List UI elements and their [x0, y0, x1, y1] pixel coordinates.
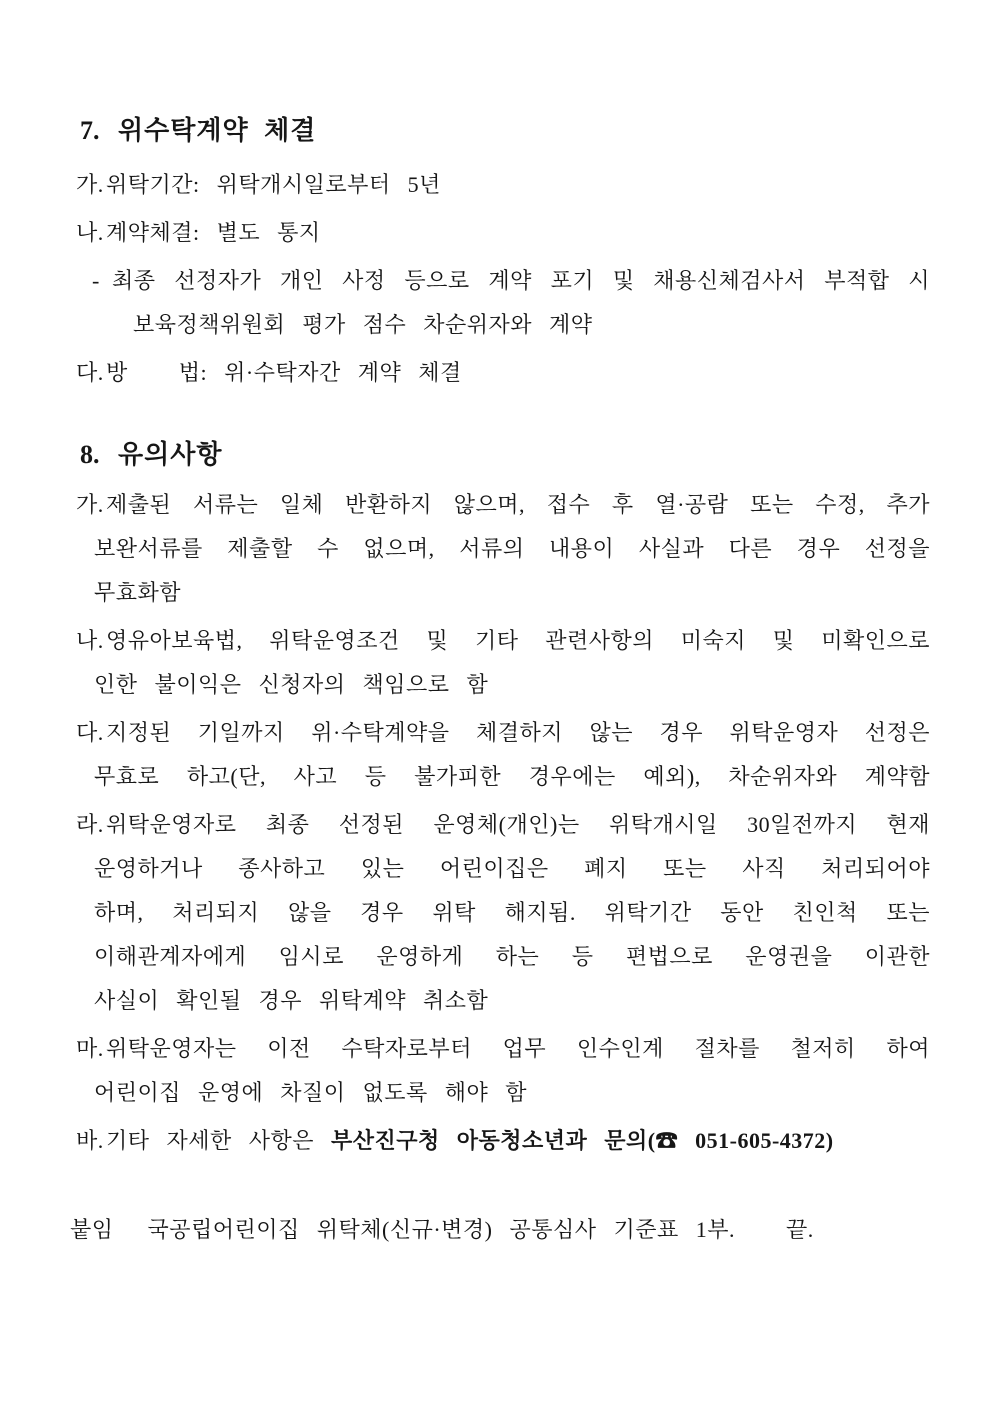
item-text: 위탁운영자는 이전 수탁자로부터 업무 인수인계 절차를 철저히 하여 — [106, 1036, 930, 1061]
item-label: 가. — [76, 492, 104, 517]
item-label: 나. — [76, 628, 104, 653]
item-line — [0, 847, 930, 891]
phone-icon: ☎ — [655, 1128, 679, 1153]
item-line — [0, 259, 930, 303]
list-item-8-ba — [0, 1119, 930, 1163]
item-line — [0, 1071, 930, 1115]
item-text: 기타 자세한 사항은 — [106, 1128, 332, 1153]
item-text: 사실이 확인될 경우 위탁계약 취소함 — [94, 988, 489, 1013]
section-7-number: 7. — [80, 116, 100, 145]
section-7-heading — [80, 113, 930, 149]
item-line — [0, 483, 930, 527]
item-label: 나. — [76, 220, 104, 245]
item-line — [0, 935, 930, 979]
list-item-7-dash — [0, 259, 930, 347]
list-item-7-na — [0, 211, 930, 255]
item-line — [0, 303, 930, 347]
item-text: 영유아보육법, 위탁운영조건 및 기타 관련사항의 미숙지 및 미확인으로 — [106, 628, 930, 653]
list-item-7-ga — [0, 163, 930, 207]
item-label: 다. — [76, 720, 104, 745]
list-item-8-ma — [0, 1027, 930, 1115]
item-text: 무효화함 — [94, 580, 182, 605]
item-line — [0, 755, 930, 799]
item-label: 마. — [76, 1036, 104, 1061]
item-text: 보완서류를 제출할 수 없으며, 서류의 내용이 사실과 다른 경우 선정을 — [94, 536, 930, 561]
section-8-heading — [80, 437, 930, 473]
list-item-8-ra — [0, 803, 930, 1023]
item-line — [0, 979, 930, 1023]
item-text: 운영하거나 종사하고 있는 어린이집은 폐지 또는 사직 처리되어야 — [94, 856, 930, 881]
item-text: 제출된 서류는 일체 반환하지 않으며, 접수 후 열·공람 또는 수정, 추가 — [106, 492, 930, 517]
item-text: 무효로 하고(단, 사고 등 불가피한 경우에는 예외), 차순위자와 계약함 — [94, 764, 930, 789]
item-line — [0, 711, 930, 755]
item-text: 하며, 처리되지 않을 경우 위탁 해지됨. 위탁기간 동안 친인척 또는 — [94, 900, 930, 925]
dash-bullet: - — [92, 268, 100, 293]
item-label: 라. — [76, 812, 104, 837]
list-item-8-na — [0, 619, 930, 707]
item-text: 계약체결: 별도 통지 — [106, 220, 321, 245]
list-item-8-ga — [0, 483, 930, 615]
item-line — [0, 1027, 930, 1071]
item-text: 지정된 기일까지 위·수탁계약을 체결하지 않는 경우 위탁운영자 선정은 — [106, 720, 930, 745]
list-item-7-da — [0, 351, 930, 395]
item-line — [0, 351, 930, 395]
item-text: 위탁기간: 위탁개시일로부터 5년 — [106, 172, 441, 197]
section-8-number: 8. — [80, 440, 100, 469]
item-label: 가. — [76, 172, 104, 197]
item-line — [0, 803, 930, 847]
item-text: 보육정책위원회 평가 점수 차순위자와 계약 — [133, 312, 593, 337]
item-text: 이해관계자에게 임시로 운영하게 하는 등 편법으로 운영권을 이관한 — [94, 944, 930, 969]
item-text: 최종 선정자가 개인 사정 등으로 계약 포기 및 채용신체검사서 부적합 시 — [112, 268, 930, 293]
item-text: 방 법: 위·수탁자간 계약 체결 — [106, 360, 462, 385]
item-line — [0, 619, 930, 663]
item-label: 다. — [76, 360, 104, 385]
item-line — [0, 1119, 930, 1163]
attachment-note: 붙임 국공립어린이집 위탁체(신규·변경) 공통심사 기준표 1부. 끝. — [70, 1217, 814, 1242]
item-line — [0, 163, 930, 207]
section-8 — [0, 437, 930, 1163]
contact-phone-number: 051-605-4372) — [678, 1128, 834, 1153]
item-text: 인한 불이익은 신청자의 책임으로 함 — [94, 672, 489, 697]
list-item-8-da — [0, 711, 930, 799]
contact-office-text: 부산진구청 아동청소년과 문의( — [331, 1128, 656, 1153]
item-line — [0, 571, 930, 615]
item-line — [0, 891, 930, 935]
item-text: 위탁운영자로 최종 선정된 운영체(개인)는 위탁개시일 30일전까지 현재 — [106, 812, 930, 837]
section-7-title: 위수탁계약 체결 — [118, 116, 317, 145]
item-line — [0, 211, 930, 255]
item-text: 어린이집 운영에 차질이 없도록 해야 함 — [94, 1080, 528, 1105]
item-line — [0, 663, 930, 707]
item-label: 바. — [76, 1128, 104, 1153]
item-line — [0, 527, 930, 571]
section-8-title: 유의사항 — [118, 440, 223, 469]
section-7 — [0, 113, 930, 395]
